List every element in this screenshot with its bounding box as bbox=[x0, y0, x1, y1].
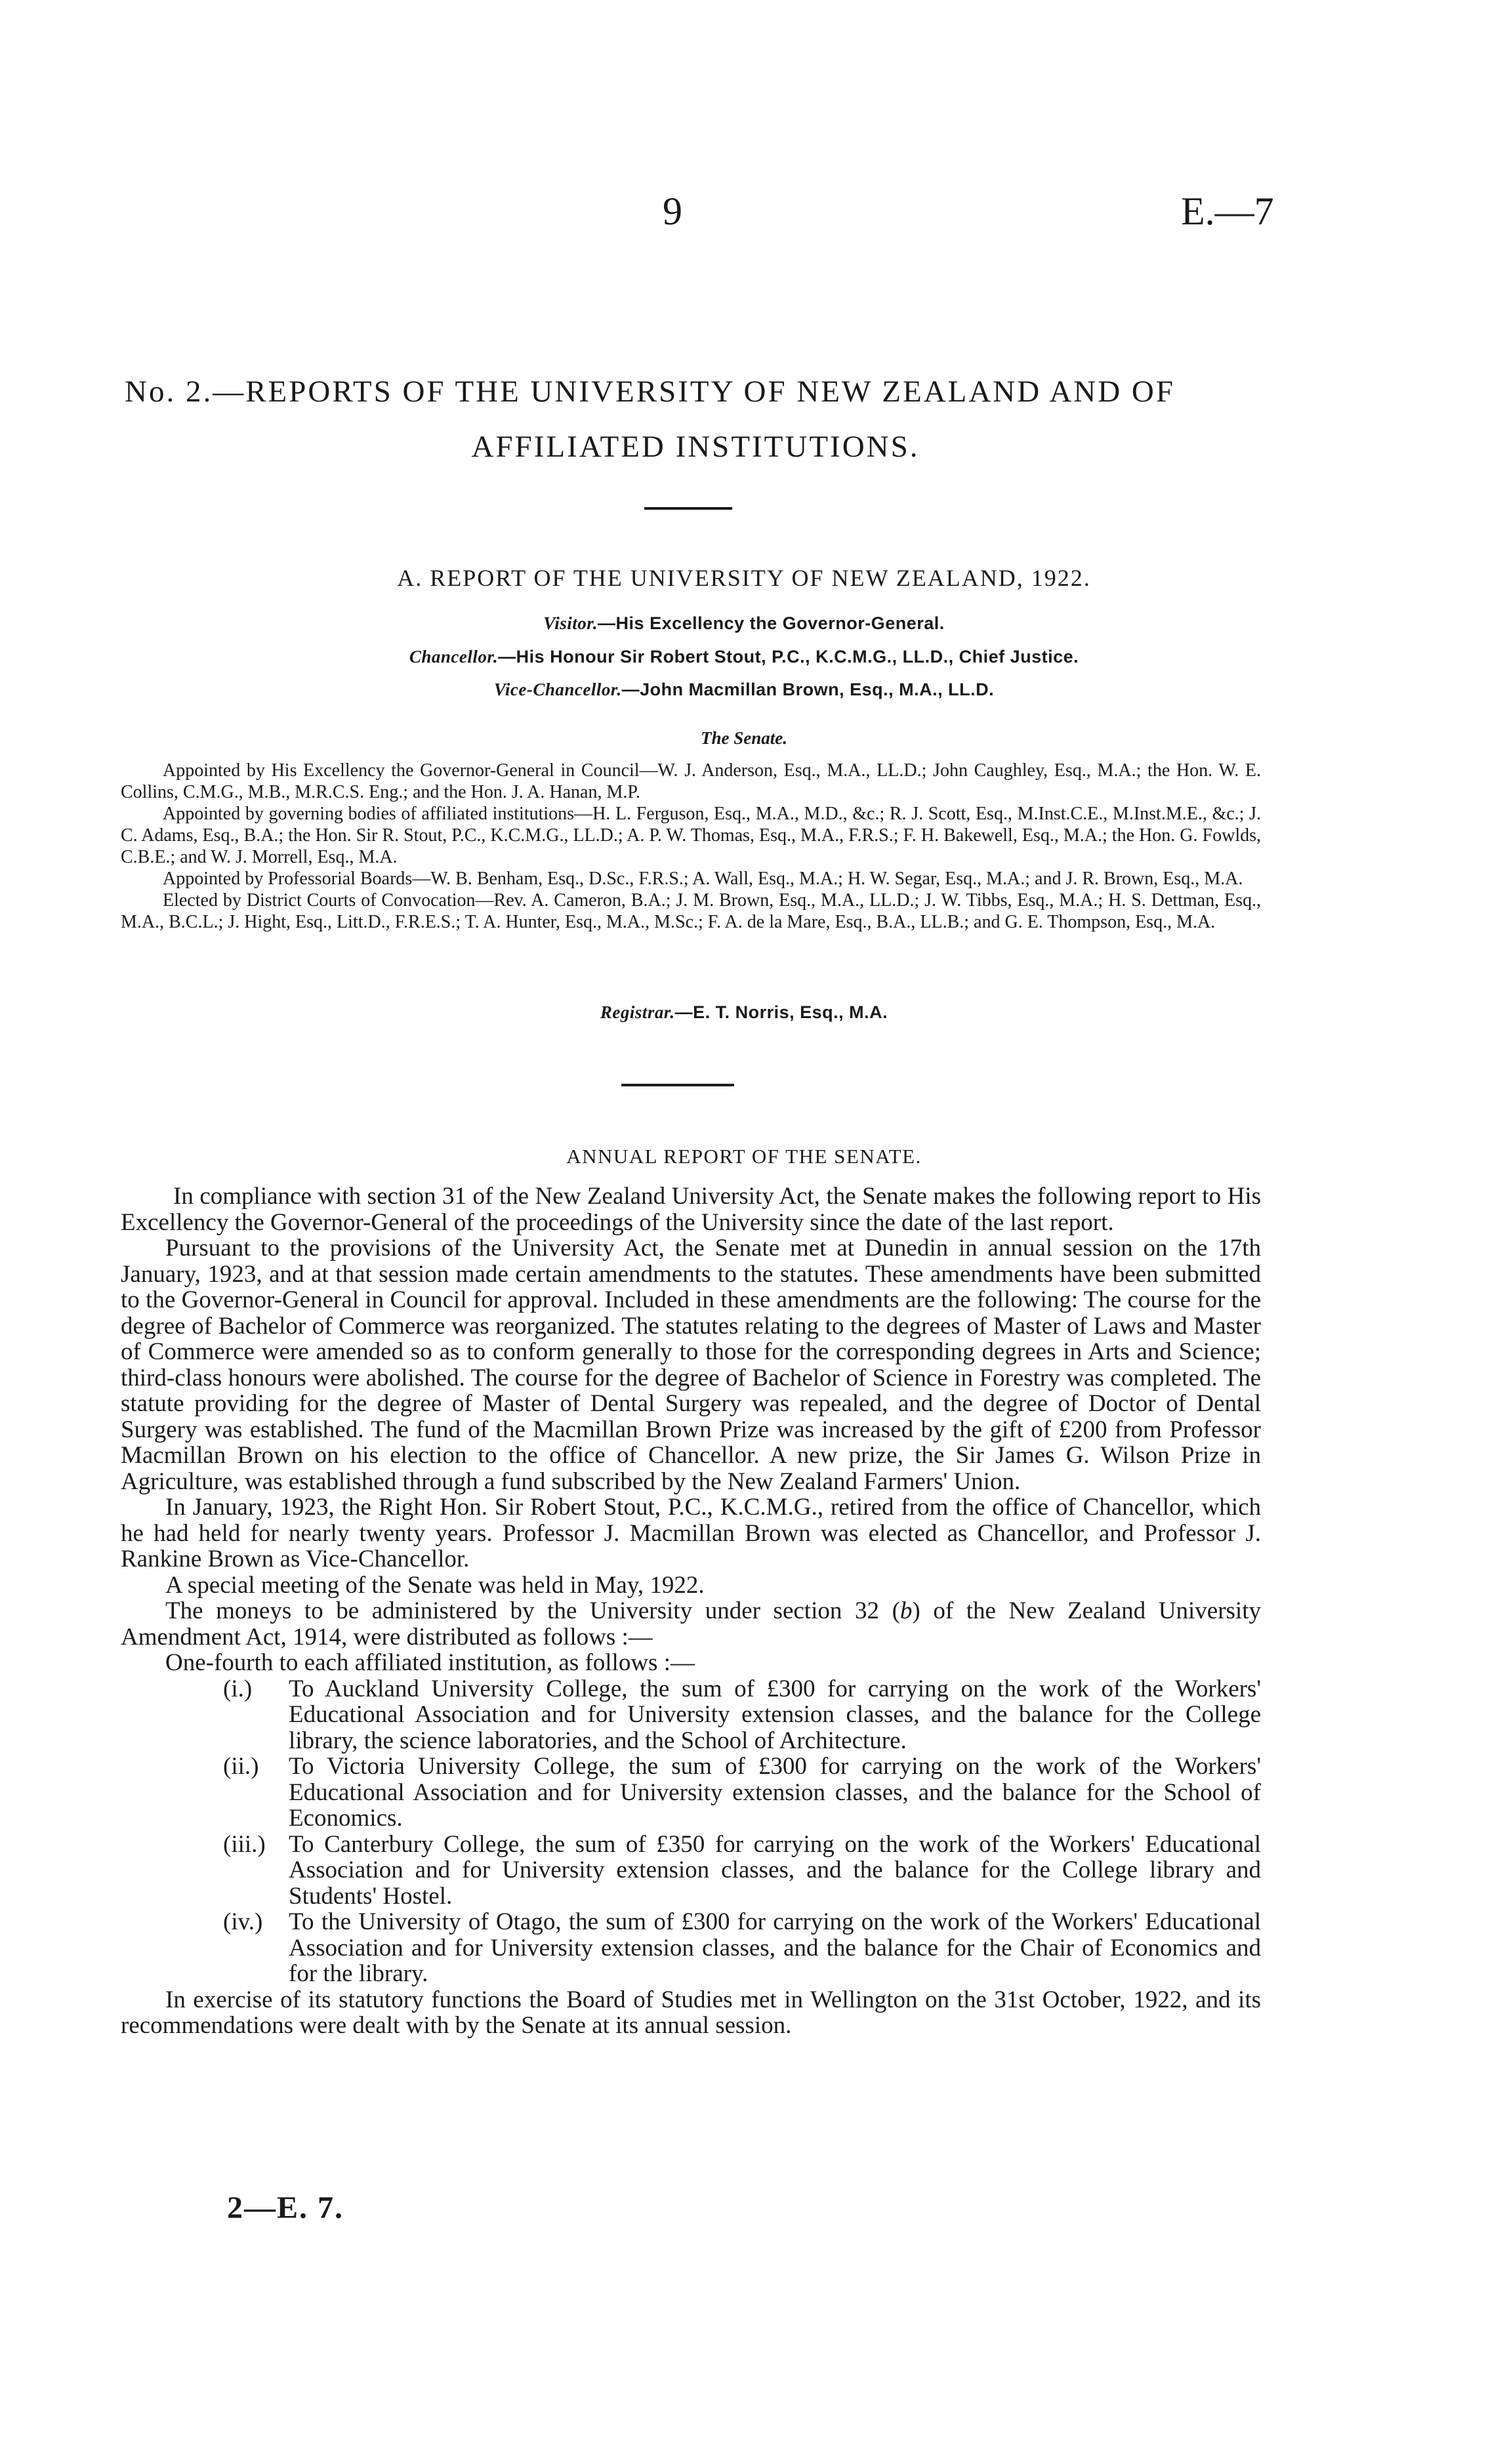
paragraph-moneys bbox=[121, 1598, 1261, 1650]
moneys-subsection: b bbox=[899, 1597, 913, 1624]
list-item-text: To Victoria University College, the sum of £300 for carrying on the work of the Workers' Educational Association and for University extension classes, and the balance for the School of Economics. bbox=[289, 1753, 1261, 1832]
list-marker: (i.) bbox=[223, 1675, 253, 1702]
paragraph-one-fourth: One-fourth to each affiliated institution, as follows :— bbox=[165, 1649, 695, 1676]
senate-appointed-institutions: Appointed by governing bodies of affiliated institutions—H. L. Ferguson, Esq., M.A., M.D., &c.; R. J. Scott, Esq., M.Inst.C.E., M.Inst.M.E., &c.; J. C. Adams, Esq., B.A.; the Hon. Sir R. Stout, P.C., K.C.M.G., LL.D.; A. P. W. Thomas, Esq., M.A., F.R.S.; F. H. Bakewell, Esq., M.A.; the Hon. G. Fowlds, C.B.E.; and W. J. Morrell, Esq., M.A. bbox=[121, 804, 1261, 867]
annual-report-body bbox=[121, 1183, 1261, 2039]
chancellor-text: —His Honour Sir Robert Stout, P.C., K.C.M.G., LL.D., Chief Justice. bbox=[498, 647, 1079, 667]
moneys-text-post: ) of the New Zealand University Amendment Act, 1914, were distributed as follows :— bbox=[121, 1597, 1261, 1651]
paragraph-amendments: Pursuant to the provisions of the University Act, the Senate met at Dunedin in annual session on the 17th January, 1923, and at that session made certain amendments to the statutes. These amendments have been submitted to the Governor-General in Council for approval. Included in these amendments are the following: The course for the degree of Bachelor of Commerce was reorganized. The statutes relating to the degrees of Master of Laws and Master of Commerce were amended so as to conform generally to those for the corresponding degrees in Arts and Science; third-class honours were abolished. The course for the degree of Bachelor of Science in Forestry was completed. The statute providing for the degree of Master of Dental Surgery was repealed, and the degree of Doctor of Dental Surgery was established. The fund of the Macmillan Brown Prize was increased by the gift of £200 from Professor Macmillan Brown on his election to the office of Chancellor. A new prize, the Sir James G. Wilson Prize in Agriculture, was established through a fund subscribed by the New Zealand Farmers' Union. bbox=[121, 1235, 1261, 1495]
annual-report-heading: ANNUAL REPORT OF THE SENATE. bbox=[566, 1145, 922, 1168]
divider-rule-middle bbox=[621, 1084, 734, 1086]
vice-chancellor-line bbox=[0, 680, 1488, 700]
paragraph-compliance: In compliance with section 31 of the New Zealand University Act, the Senate makes the following report to His Excellency the Governor-General of the proceedings of the University since the date of the last report. bbox=[121, 1183, 1261, 1236]
main-title bbox=[125, 364, 1266, 474]
visitor-label: Visitor. bbox=[543, 613, 598, 633]
report-heading: A. REPORT OF THE UNIVERSITY OF NEW ZEALAND, 1922. bbox=[397, 565, 1091, 591]
senate-elected-convocation: Elected by District Courts of Convocation—Rev. A. Cameron, B.A.; J. M. Brown, Esq., M.A., LL.D.; J. W. Tibbs, Esq., M.A.; H. S. Dettman, Esq., M.A., B.C.L.; J. Hight, Esq., Litt.D., F.R.E.S.; T. A. Hunter, Esq., M.A., M.Sc.; F. A. de la Mare, Esq., B.A., LL.B.; and G. E. Thompson, Esq., M.A. bbox=[121, 890, 1261, 932]
senate-heading: The Senate. bbox=[701, 728, 787, 748]
registrar-label: Registrar. bbox=[600, 1002, 675, 1022]
registrar-text: —E. T. Norris, Esq., M.A. bbox=[674, 1002, 888, 1022]
list-item-canterbury bbox=[121, 1832, 1261, 1910]
main-title-line-1: No. 2.—REPORTS OF THE UNIVERSITY OF NEW ZEALAND AND OF bbox=[125, 375, 1175, 409]
chancellor-line bbox=[0, 647, 1488, 667]
list-marker: (iv.) bbox=[223, 1908, 263, 1935]
registrar-line bbox=[0, 1002, 1488, 1023]
footer-signature-code: 2—E. 7. bbox=[227, 2190, 344, 2225]
list-item-otago bbox=[121, 1909, 1261, 1987]
visitor-line bbox=[0, 613, 1488, 634]
paragraph-chancellor-change: In January, 1923, the Right Hon. Sir Robert Stout, P.C., K.C.M.G., retired from the office of Chancellor, which he had held for nearly twenty years. Professor J. Macmillan Brown was elected as Chancellor, and Professor J. Rankine Brown as Vice-Chancellor. bbox=[121, 1494, 1261, 1572]
list-item-victoria bbox=[121, 1754, 1261, 1832]
document-code: E.—7 bbox=[1181, 190, 1274, 233]
senate-appointed-governor: Appointed by His Excellency the Governor-General in Council—W. J. Anderson, Esq., M.A., LL.D.; John Caughley, Esq., M.A.; the Hon. W. E. Collins, C.M.G., M.B., M.R.C.S. Eng.; and the Hon. J. A. Hanan, M.P. bbox=[121, 760, 1261, 802]
senate-members bbox=[121, 760, 1261, 933]
paragraph-board-of-studies: In exercise of its statutory functions the Board of Studies met in Wellington on the 31st October, 1922, and its recommendations were dealt with by the Senate at its annual session. bbox=[121, 1986, 1261, 2039]
page-number: 9 bbox=[663, 190, 682, 233]
list-item-text: To Auckland University College, the sum of £300 for carrying on the work of the Workers' Educational Association and for University extension classes, and the balance for the College library, the science laboratories, and the School of Architecture. bbox=[289, 1675, 1261, 1754]
main-title-line-2: AFFILIATED INSTITUTIONS. bbox=[471, 430, 920, 464]
list-item-text: To the University of Otago, the sum of £300 for carrying on the work of the Workers' Educational Association and for University extension classes, and the balance for the Chair of Economics and for the library. bbox=[289, 1908, 1261, 1987]
list-item-text: To Canterbury College, the sum of £350 for carrying on the work of the Workers' Educational Association and for University extension classes, and the balance for the College library and Students' Hostel. bbox=[289, 1830, 1261, 1910]
vice-chancellor-label: Vice-Chancellor. bbox=[493, 680, 622, 699]
list-marker: (ii.) bbox=[223, 1753, 259, 1780]
vice-chancellor-text: —John Macmillan Brown, Esq., M.A., LL.D. bbox=[621, 680, 995, 699]
senate-appointed-professorial: Appointed by Professorial Boards—W. B. Benham, Esq., D.Sc., F.R.S.; A. Wall, Esq., M.A.; H. W. Segar, Esq., M.A.; and J. R. Brown, Esq., M.A. bbox=[163, 869, 1243, 889]
paragraph-special-meeting: A special meeting of the Senate was held in May, 1922. bbox=[165, 1571, 705, 1599]
divider-rule-top bbox=[644, 507, 732, 510]
list-marker: (iii.) bbox=[223, 1830, 266, 1858]
moneys-text-pre: The moneys to be administered by the University under section 32 ( bbox=[165, 1597, 900, 1624]
list-item-auckland bbox=[121, 1676, 1261, 1754]
visitor-text: —His Excellency the Governor-General. bbox=[598, 613, 945, 633]
chancellor-label: Chancellor. bbox=[409, 647, 499, 667]
